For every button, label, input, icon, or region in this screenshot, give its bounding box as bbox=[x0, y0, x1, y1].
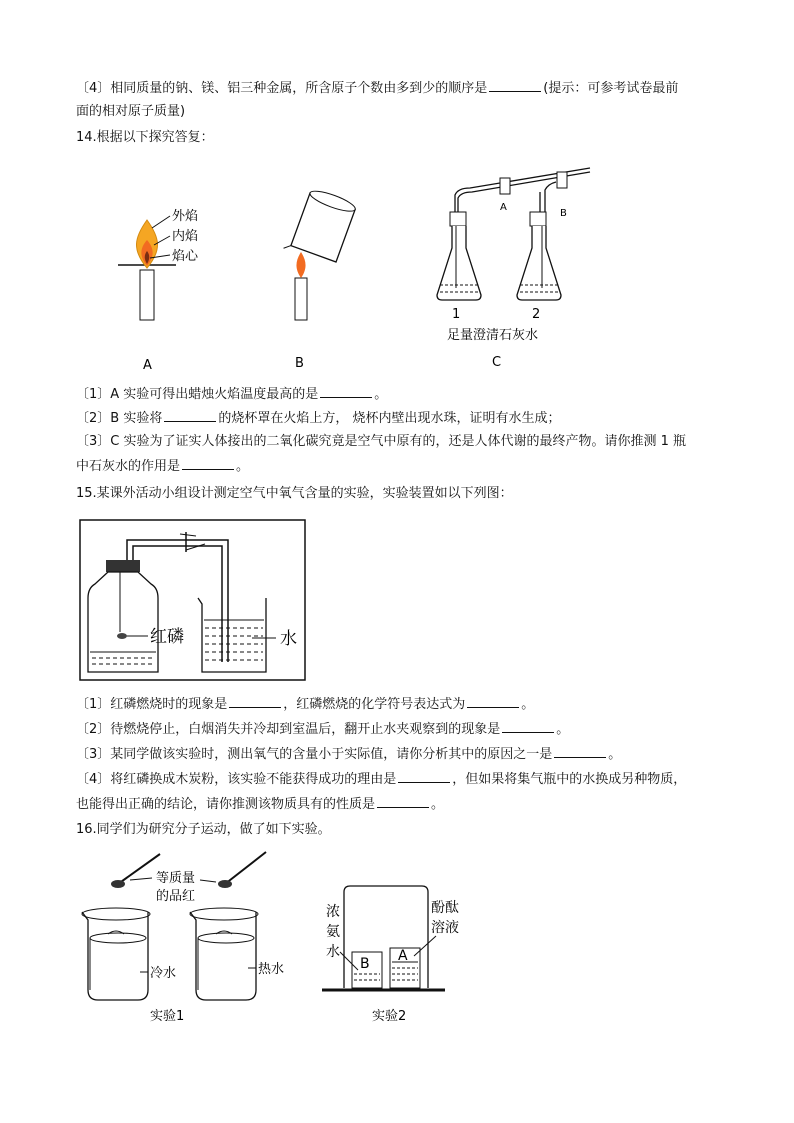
valve-b-label: B bbox=[560, 208, 567, 219]
figure-b-beaker bbox=[284, 185, 358, 371]
q16-figures bbox=[0, 840, 794, 1030]
answer-blank[interactable] bbox=[182, 456, 234, 470]
q15-part4-line2: 也能得出正确的结论，请你推测该物质具有的性质是 。 bbox=[76, 794, 444, 815]
q15-part1: 〔1〕红磷燃烧时的现象是 ，红磷燃烧的化学符号表达式为 。 bbox=[76, 694, 534, 715]
hot-water-label: 热水 bbox=[258, 962, 285, 977]
answer-blank[interactable] bbox=[502, 719, 554, 733]
beaker-b-label: B bbox=[360, 956, 370, 972]
figure-c-flasks bbox=[437, 168, 590, 370]
q14-figures bbox=[0, 150, 794, 400]
beaker-a-label: A bbox=[398, 948, 408, 964]
answer-blank[interactable] bbox=[229, 694, 281, 708]
q15-part2: 〔2〕待燃烧停止，白烟消失并冷却到室温后，翻开止水夹观察到的现象是 。 bbox=[76, 719, 569, 740]
figure-c-caption: C bbox=[492, 355, 502, 370]
answer-blank[interactable] bbox=[320, 384, 372, 398]
answer-blank[interactable] bbox=[398, 769, 450, 783]
figure-a-candle bbox=[118, 208, 199, 373]
q14-title: 14.根据以下探究答复： bbox=[76, 130, 214, 145]
q15-part4-line1: 〔4〕将红磷换成木炭粉，该实验不能获得成功的理由是 ，但如果将集气瓶中的水换成另种物质， bbox=[76, 769, 686, 790]
experiment-1 bbox=[82, 852, 284, 1024]
q14-part3-line2: 中石灰水的作用是 。 bbox=[76, 456, 249, 477]
flame-outer-label: 外焰 bbox=[172, 209, 199, 224]
experiment-2 bbox=[322, 886, 459, 1024]
q13-part4-line2: 面的相对原子质量) bbox=[76, 104, 186, 119]
answer-blank[interactable] bbox=[467, 694, 519, 708]
phenolphthalein-label-1: 酚酞 bbox=[431, 900, 459, 916]
answer-blank[interactable] bbox=[554, 744, 606, 758]
q13-part4-line1: 〔4〕相同质量的钠、镁、铝三种金属，所含原子个数由多到少的顺序是 (提示：可参考试卷最前 bbox=[76, 78, 678, 99]
red-phosphorus-label: 红磷 bbox=[150, 627, 184, 647]
q14-part1: 〔1〕A 实验可得出蜡烛火焰温度最高的是 。 bbox=[76, 384, 387, 405]
cold-water-label: 冷水 bbox=[150, 966, 177, 981]
q15-apparatus bbox=[0, 512, 794, 692]
q16-title: 16.同学们为研究分子运动，做了如下实验。 bbox=[76, 822, 331, 837]
answer-blank[interactable] bbox=[164, 408, 216, 422]
q14-part2: 〔2〕B 实验将 的烧杯罩在火焰上方， 烧杯内壁出现水珠，证明有水生成； bbox=[76, 408, 560, 429]
answer-blank[interactable] bbox=[377, 794, 429, 808]
ammonia-label-2: 氨 bbox=[326, 924, 340, 940]
experiment-2-caption: 实验2 bbox=[372, 1009, 407, 1024]
flame-inner-label: 焰心 bbox=[172, 249, 199, 264]
pinkred-label-line1: 等质量 bbox=[156, 871, 196, 886]
ammonia-label-3: 水 bbox=[326, 944, 340, 960]
flame-middle-label: 内焰 bbox=[172, 229, 199, 244]
q15-part3: 〔3〕某同学做该实验时，测出氧气的含量小于实际值，请你分析其中的原因之一是 。 bbox=[76, 744, 621, 765]
phenolphthalein-label-2: 溶液 bbox=[431, 920, 459, 936]
q14-part3-line1: 〔3〕C 实验为了证实人体接出的二氧化碳究竟是空气中原有的，还是人体代谢的最终产物。请你推测 1 瓶 bbox=[76, 434, 687, 449]
answer-blank[interactable] bbox=[489, 78, 541, 92]
figure-a-caption: A bbox=[143, 358, 152, 373]
valve-a-label: A bbox=[500, 202, 507, 213]
q15-title: 15.某课外活动小组设计测定空气中氧气含量的实验，实验装置如以下列图： bbox=[76, 486, 513, 501]
flask-1-label: 1 bbox=[452, 307, 461, 322]
lime-water-note: 足量澄清石灰水 bbox=[447, 328, 539, 343]
figure-b-caption: B bbox=[295, 356, 304, 371]
pinkred-label-line2: 的品红 bbox=[156, 889, 196, 904]
water-label: 水 bbox=[280, 629, 297, 649]
flask-2-label: 2 bbox=[532, 307, 541, 322]
experiment-1-caption: 实验1 bbox=[150, 1009, 185, 1024]
ammonia-label-1: 浓 bbox=[326, 904, 340, 920]
